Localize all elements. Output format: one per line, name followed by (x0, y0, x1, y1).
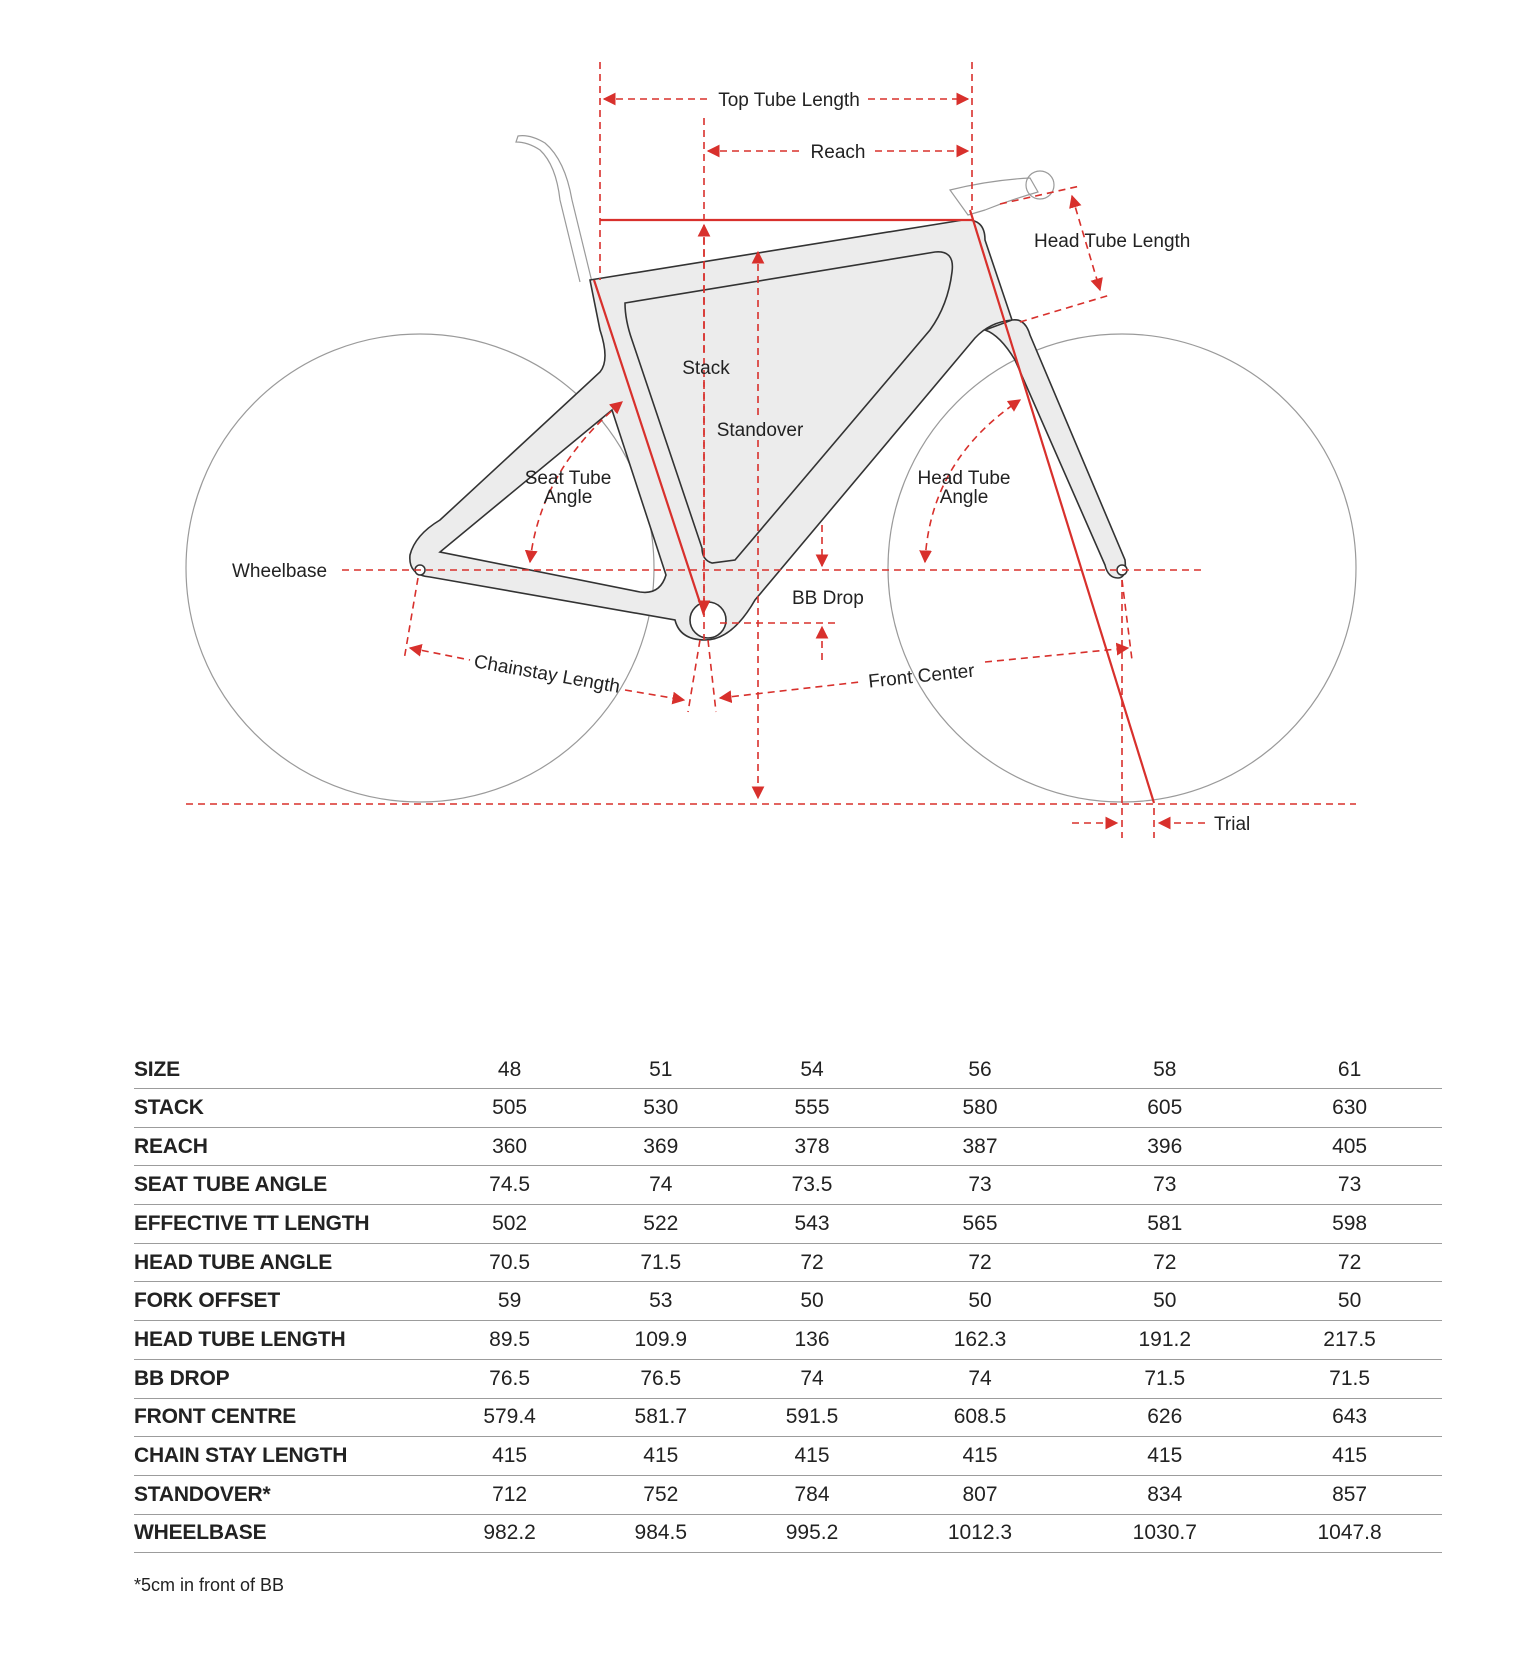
table-cell: 59 (434, 1282, 585, 1321)
table-cell: 630 (1257, 1089, 1442, 1128)
table-cell: 415 (1257, 1437, 1442, 1476)
table-cell: 387 (888, 1127, 1073, 1166)
table-row (134, 1089, 1442, 1128)
stem (950, 178, 1038, 215)
label-seat-tube-angle-line1: Seat Tube (524, 468, 612, 489)
table-cell: 807 (888, 1475, 1073, 1514)
table-cell: 76.5 (434, 1359, 585, 1398)
table-cell: 591.5 (736, 1398, 887, 1437)
fork (985, 320, 1125, 578)
table-cell: 834 (1072, 1475, 1257, 1514)
table-cell: 71.5 (1257, 1359, 1442, 1398)
table-cell: 598 (1257, 1205, 1442, 1244)
label-top-tube-length: Top Tube Length (718, 90, 860, 111)
table-row (134, 1475, 1442, 1514)
table-cell: 752 (585, 1475, 736, 1514)
table-cell: 73 (888, 1166, 1073, 1205)
label-reach: Reach (810, 142, 866, 163)
table-row (134, 1437, 1442, 1476)
table-cell: 73.5 (736, 1166, 887, 1205)
table-cell: 1047.8 (1257, 1514, 1442, 1553)
label-seat-tube-angle-line2: Angle (543, 487, 593, 508)
row-label: EFFECTIVE TT LENGTH (134, 1205, 434, 1244)
label-bb-drop: BB Drop (792, 588, 864, 609)
row-label: FRONT CENTRE (134, 1398, 434, 1437)
table-cell: 522 (585, 1205, 736, 1244)
label-stack: Stack (682, 358, 730, 379)
table-cell: 72 (888, 1243, 1073, 1282)
table-row (134, 1205, 1442, 1244)
label-head-tube-length: Head Tube Length (1034, 231, 1191, 252)
table-cell: 369 (585, 1127, 736, 1166)
table-cell: 857 (1257, 1475, 1442, 1514)
table-row (134, 1052, 1442, 1089)
row-label: STANDOVER* (134, 1475, 434, 1514)
table-cell: 74 (888, 1359, 1073, 1398)
seatpost (516, 136, 592, 282)
table-cell: 74.5 (434, 1166, 585, 1205)
table-cell: 61 (1257, 1052, 1442, 1089)
table-cell: 162.3 (888, 1321, 1073, 1360)
table-cell: 605 (1072, 1089, 1257, 1128)
row-label: WHEELBASE (134, 1514, 434, 1553)
table-cell: 530 (585, 1089, 736, 1128)
label-trial: Trial (1214, 814, 1251, 835)
row-label: HEAD TUBE LENGTH (134, 1321, 434, 1360)
table-cell: 396 (1072, 1127, 1257, 1166)
table-cell: 54 (736, 1052, 887, 1089)
table-cell: 73 (1072, 1166, 1257, 1205)
table-cell: 74 (585, 1166, 736, 1205)
table-cell: 505 (434, 1089, 585, 1128)
table-cell: 70.5 (434, 1243, 585, 1282)
table-cell: 109.9 (585, 1321, 736, 1360)
table-cell: 643 (1257, 1398, 1442, 1437)
label-chainstay-length: Chainstay Length (472, 651, 622, 698)
table-cell: 415 (434, 1437, 585, 1476)
table-cell: 74 (736, 1359, 887, 1398)
table-cell: 608.5 (888, 1398, 1073, 1437)
row-label: CHAIN STAY LENGTH (134, 1437, 434, 1476)
row-label: SIZE (134, 1052, 434, 1089)
table-row (134, 1166, 1442, 1205)
table-row (134, 1321, 1442, 1360)
table-cell: 71.5 (585, 1243, 736, 1282)
table-cell: 580 (888, 1089, 1073, 1128)
table-cell: 191.2 (1072, 1321, 1257, 1360)
row-label: BB DROP (134, 1359, 434, 1398)
label-head-tube-angle-line1: Head Tube (917, 468, 1011, 489)
row-label: SEAT TUBE ANGLE (134, 1166, 434, 1205)
table-cell: 581 (1072, 1205, 1257, 1244)
table-cell: 50 (736, 1282, 887, 1321)
row-label: HEAD TUBE ANGLE (134, 1243, 434, 1282)
table-row (134, 1359, 1442, 1398)
table-cell: 53 (585, 1282, 736, 1321)
table-cell: 1012.3 (888, 1514, 1073, 1553)
table-cell: 626 (1072, 1398, 1257, 1437)
table-cell: 581.7 (585, 1398, 736, 1437)
table-row (134, 1127, 1442, 1166)
table-cell: 51 (585, 1052, 736, 1089)
table-cell: 982.2 (434, 1514, 585, 1553)
label-head-tube-angle-line2: Angle (939, 487, 989, 508)
row-label: REACH (134, 1127, 434, 1166)
table-cell: 72 (1072, 1243, 1257, 1282)
table-cell: 995.2 (736, 1514, 887, 1553)
table-cell: 50 (888, 1282, 1073, 1321)
table-cell: 72 (1257, 1243, 1442, 1282)
table-cell: 360 (434, 1127, 585, 1166)
table-cell: 56 (888, 1052, 1073, 1089)
table-cell: 58 (1072, 1052, 1257, 1089)
table-cell: 543 (736, 1205, 887, 1244)
table-row (134, 1514, 1442, 1553)
table-cell: 415 (736, 1437, 887, 1476)
label-standover: Standover (716, 420, 804, 441)
table-cell: 89.5 (434, 1321, 585, 1360)
geometry-table (134, 1052, 1442, 1553)
table-row (134, 1282, 1442, 1321)
table-cell: 502 (434, 1205, 585, 1244)
table-cell: 712 (434, 1475, 585, 1514)
bike-frame (410, 220, 1012, 640)
row-label: STACK (134, 1089, 434, 1128)
table-cell: 71.5 (1072, 1359, 1257, 1398)
table-row (134, 1243, 1442, 1282)
table-cell: 405 (1257, 1127, 1442, 1166)
table-cell: 984.5 (585, 1514, 736, 1553)
table-cell: 415 (1072, 1437, 1257, 1476)
table-cell: 415 (585, 1437, 736, 1476)
table-cell: 1030.7 (1072, 1514, 1257, 1553)
label-wheelbase: Wheelbase (232, 561, 328, 582)
table-cell: 50 (1072, 1282, 1257, 1321)
row-label: FORK OFFSET (134, 1282, 434, 1321)
table-cell: 50 (1257, 1282, 1442, 1321)
table-cell: 378 (736, 1127, 887, 1166)
footnote: *5cm in front of BB (134, 1575, 285, 1595)
table-cell: 784 (736, 1475, 887, 1514)
table-cell: 555 (736, 1089, 887, 1128)
table-cell: 136 (736, 1321, 887, 1360)
table-cell: 415 (888, 1437, 1073, 1476)
table-cell: 579.4 (434, 1398, 585, 1437)
table-row (134, 1398, 1442, 1437)
table-cell: 73 (1257, 1166, 1442, 1205)
table-cell: 72 (736, 1243, 887, 1282)
table-cell: 48 (434, 1052, 585, 1089)
bottom-bracket (690, 602, 726, 638)
table-cell: 565 (888, 1205, 1073, 1244)
table-cell: 76.5 (585, 1359, 736, 1398)
label-front-center: Front Center (867, 660, 976, 693)
table-cell: 217.5 (1257, 1321, 1442, 1360)
